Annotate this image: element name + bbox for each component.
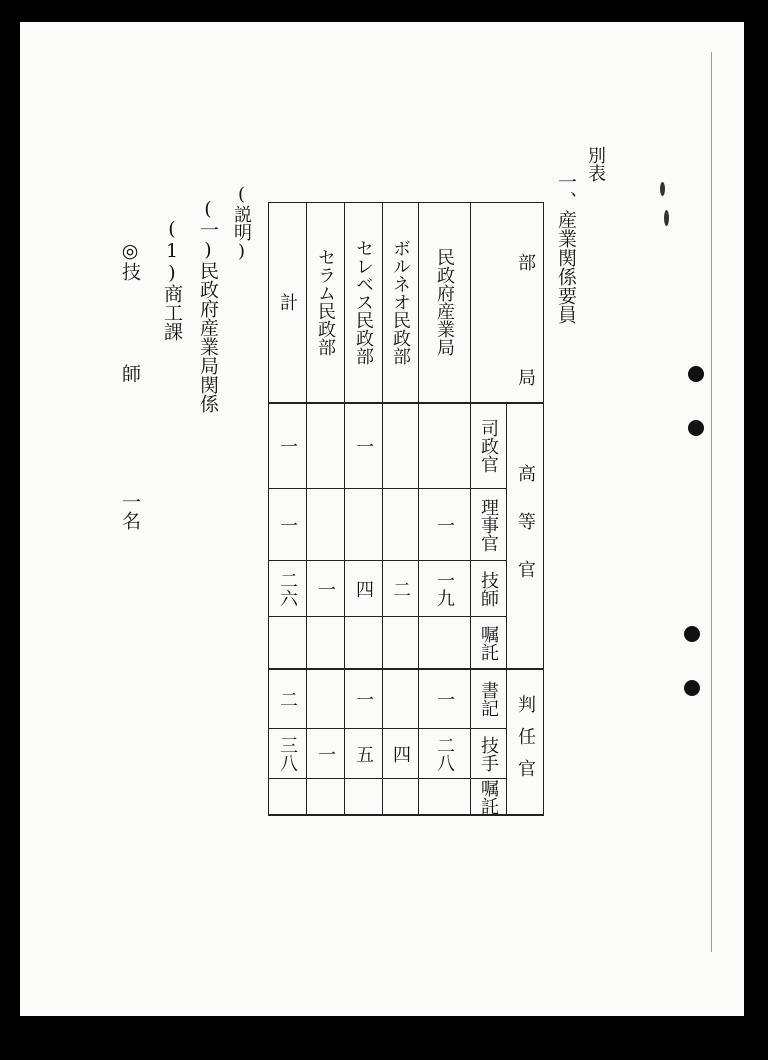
table-cell: 二八 bbox=[434, 735, 455, 772]
column-header: 技手 bbox=[478, 735, 499, 772]
ink-speck bbox=[660, 182, 665, 196]
document-page bbox=[20, 22, 744, 1016]
staff-table bbox=[268, 202, 544, 816]
table-cell: 一 bbox=[315, 744, 336, 763]
column-header: 嘱託 bbox=[478, 779, 499, 815]
explanation-label: (説明) bbox=[231, 184, 252, 262]
punch-hole bbox=[684, 626, 700, 642]
explanation-title: 師 bbox=[119, 364, 141, 383]
page-edge bbox=[711, 52, 718, 952]
punch-hole bbox=[684, 680, 700, 696]
column-header: 理事官 bbox=[478, 497, 499, 552]
table-cell: 三八 bbox=[277, 735, 298, 772]
corner-header-top: 部 bbox=[515, 253, 536, 271]
row-header: セラム民政部 bbox=[315, 248, 336, 356]
table-cell: 二 bbox=[277, 690, 298, 708]
table-cell: 四 bbox=[353, 579, 374, 598]
table-cell: 一九 bbox=[434, 570, 455, 607]
column-header: 書記 bbox=[478, 681, 499, 717]
table-label: 別表 bbox=[585, 146, 606, 182]
table-cell: 一 bbox=[434, 515, 455, 534]
table-cell: 一 bbox=[315, 579, 336, 598]
ink-speck bbox=[664, 210, 669, 226]
table-cell: 二六 bbox=[277, 570, 298, 607]
explanation-subitem: (1)商工課 bbox=[161, 218, 183, 341]
group-header-low: 判任官 bbox=[515, 695, 536, 791]
explanation-item: (一)民政府産業局関係 bbox=[197, 198, 219, 413]
corner-header-bottom: 局 bbox=[515, 368, 536, 386]
column-header: 司政官 bbox=[478, 419, 499, 473]
column-header: 嘱託 bbox=[478, 624, 499, 661]
table-cell: 一 bbox=[353, 437, 374, 455]
row-header: セレベス民政部 bbox=[353, 239, 374, 365]
column-header: 技師 bbox=[478, 570, 499, 607]
section-title: 一、産業関係要員 bbox=[555, 172, 577, 324]
explanation-line: ◎技 bbox=[119, 240, 141, 281]
table-cell: 四 bbox=[390, 744, 411, 763]
punch-hole bbox=[688, 366, 704, 382]
table-cell: 一 bbox=[277, 515, 298, 534]
row-header: 計 bbox=[277, 293, 298, 311]
row-header: 民政府産業局 bbox=[434, 248, 455, 356]
punch-hole bbox=[688, 420, 704, 436]
table-cell: 一 bbox=[434, 690, 455, 708]
explanation-count: 一名 bbox=[119, 492, 141, 530]
table-cell: 五 bbox=[353, 744, 374, 763]
group-header-high: 高等官 bbox=[515, 464, 536, 608]
row-header: ボルネオ民政部 bbox=[390, 239, 411, 365]
table-cell: 一 bbox=[353, 690, 374, 708]
table-cell: 一 bbox=[277, 437, 298, 455]
table-cell: 二 bbox=[390, 579, 411, 598]
